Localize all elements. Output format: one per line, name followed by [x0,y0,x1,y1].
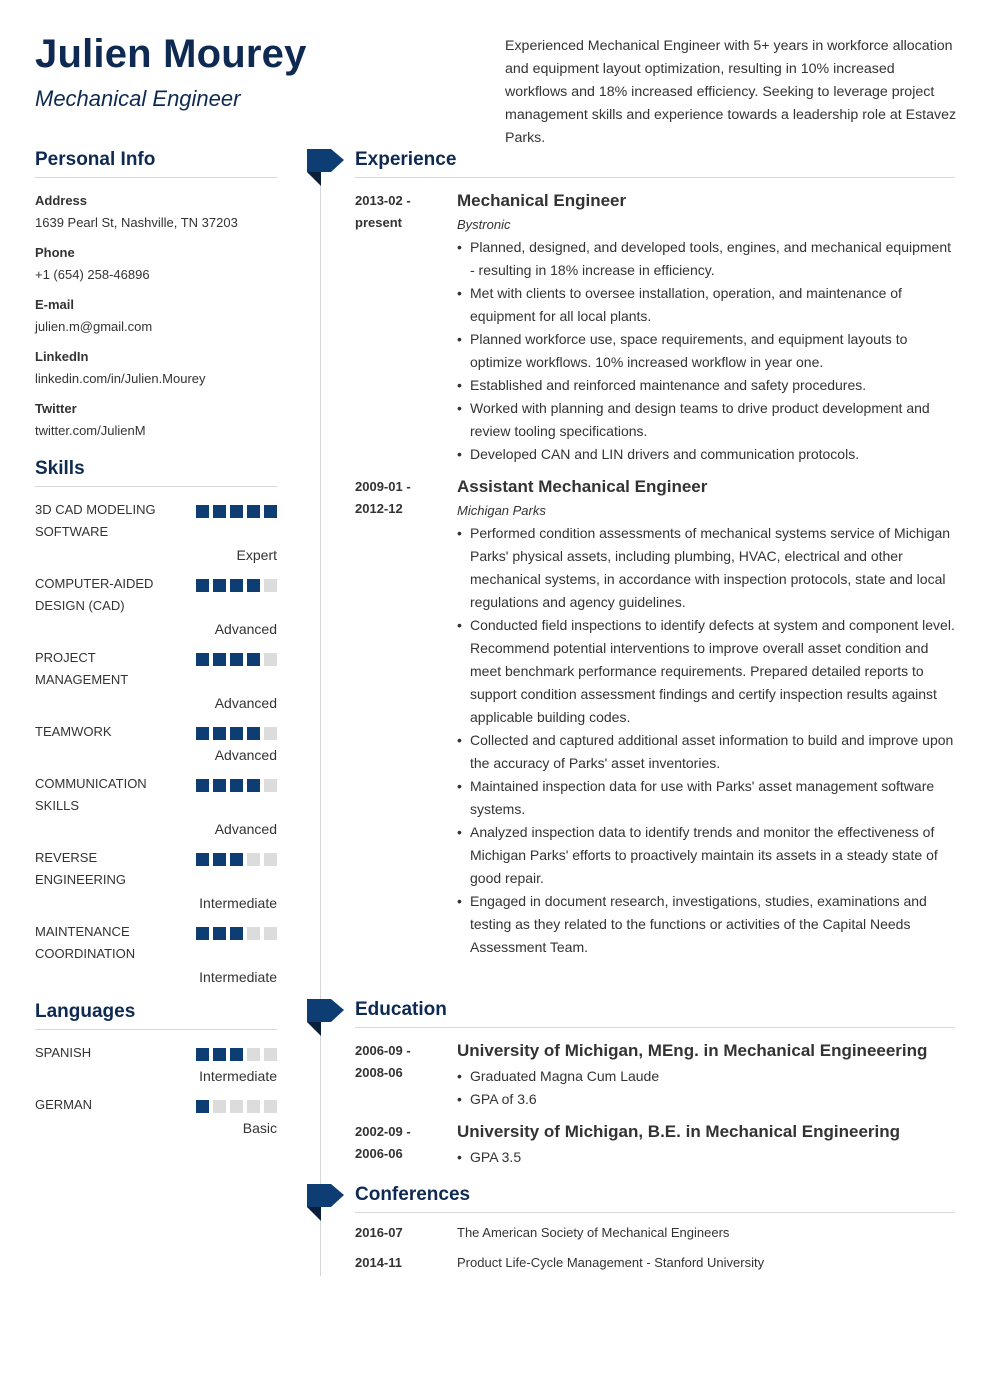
proficiency-level: Advanced [214,621,277,637]
proficiency-level: Intermediate [199,969,277,985]
company-name: Michigan Parks [457,503,546,518]
languages-list [35,1042,277,1140]
info-label: E-mail [35,297,75,312]
entry-date [355,1040,457,1111]
skill-name: 3D CAD MODELING SOFTWARE [35,502,156,539]
rating-empty-icon [264,653,277,666]
date-end: present [355,215,402,230]
entry-body [457,190,955,466]
entry-body [457,1121,955,1169]
rating-empty-icon [264,727,277,740]
education-details [457,1146,955,1169]
education-entry [355,1121,955,1169]
rating-empty-icon [247,853,260,866]
info-label: Twitter [35,401,77,416]
rating-filled-icon [213,779,226,792]
profile-summary: Experienced Mechanical Engineer with 5+ years in workforce allocation and equipment layout optimization, resulting in 10% increased workflows and 18% increased efficiency. Seeking to leverage project management skills and experience towards a leadership role at Estavez Parks. [505,38,957,146]
proficiency-level: Advanced [214,695,277,711]
entry-body [457,476,955,959]
personal-info-heading: Personal Info [35,149,277,178]
entry-body [457,1040,955,1111]
rating-empty-icon [264,853,277,866]
info-value[interactable]: julien.m@gmail.com [35,319,153,334]
bullet-item: • Planned, designed, and developed tools, engines, and mechanical equipment - resulting in 18% increase in efficiency. [457,236,955,282]
rating-empty-icon [213,1100,226,1113]
info-value[interactable]: linkedin.com/in/Julien.Mourey [35,371,206,386]
rating-dots [196,921,277,965]
rating-filled-icon [264,505,277,518]
conferences-heading: Conferences [355,1184,955,1213]
skills-list [35,499,277,989]
date-end: 2008-06 [355,1065,403,1080]
bullet-item: • GPA 3.5 [457,1146,955,1169]
section-flag-icon [307,999,344,1037]
rating-filled-icon [196,727,209,740]
skill-item [35,847,277,915]
info-twitter [35,398,277,442]
rating-filled-icon [230,1048,243,1061]
degree-title: University of Michigan, B.E. in Mechanical Engineering [457,1122,901,1141]
bullet-item: • GPA of 3.6 [457,1088,955,1111]
rating-filled-icon [196,779,209,792]
rating-row [35,1042,277,1064]
rating-dots [196,647,277,691]
section-flag-icon [307,1184,344,1222]
skill-name: PROJECT MANAGEMENT [35,650,129,687]
info-value[interactable]: twitter.com/JulienM [35,423,146,438]
date-start: 2002-09 - [355,1124,411,1139]
info-label: Address [35,193,88,208]
skill-name: COMMUNICATION SKILLS [35,776,147,813]
rating-empty-icon [247,927,260,940]
rating-row [35,847,277,891]
info-address [35,190,277,234]
skill-item [35,721,277,767]
date-start: 2013-02 - [355,193,411,208]
info-email [35,294,277,338]
candidate-name: Julien Mourey [35,32,307,76]
conference-name: The American Society of Mechanical Engineers [457,1225,730,1240]
rating-filled-icon [247,653,260,666]
rating-empty-icon [230,1100,243,1113]
rating-dots [196,1094,277,1116]
rating-filled-icon [196,1100,209,1113]
skill-item [35,773,277,841]
experience-section [355,149,955,959]
experience-heading: Experience [355,149,955,178]
rating-filled-icon [230,779,243,792]
language-name: GERMAN [35,1097,93,1112]
rating-filled-icon [213,1048,226,1061]
responsibilities-list [457,522,955,959]
rating-filled-icon [196,653,209,666]
conference-date: 2016-07 [355,1225,403,1240]
rating-filled-icon [196,579,209,592]
rating-filled-icon [247,727,260,740]
info-phone [35,242,277,286]
education-heading: Education [355,999,955,1028]
responsibilities-list [457,236,955,466]
section-flag-icon [307,149,344,187]
bullet-item: • Planned workforce use, space requirements, and equipment layouts to optimize workflows. 10% increased workflow in year one. [457,328,955,374]
skill-name: COMPUTER-AIDED DESIGN (CAD) [35,576,154,613]
left-column [35,149,277,1146]
bullet-item: • Graduated Magna Cum Laude [457,1065,955,1088]
skill-name: MAINTENANCE COORDINATION [35,924,136,961]
rating-row [35,721,277,743]
rating-dots [196,499,277,543]
rating-filled-icon [213,653,226,666]
bullet-item: • Met with clients to oversee installation, operation, and maintenance of equipment for all local plants. [457,282,955,328]
rating-row [35,1094,277,1116]
company-name: Bystronic [457,217,511,232]
rating-filled-icon [230,579,243,592]
rating-row [35,773,277,817]
conference-date: 2014-11 [355,1255,402,1270]
skill-item [35,647,277,715]
info-value: +1 (654) 258-46896 [35,267,150,282]
bullet-item: • Collected and captured additional asset information to build and improve upon the accuracy of Parks' asset inventories. [457,729,955,775]
rating-filled-icon [213,927,226,940]
bullet-item: • Conducted field inspections to identify defects at system and component level. Recommend potential interventions to improve overall asset condition and meet benchmark performance requirements. Prepared detailed reports to support condition assessment findings and certify inspection results against applicable building codes. [457,614,955,729]
rating-dots [196,573,277,617]
rating-row [35,573,277,617]
bullet-item: • Performed condition assessments of mechanical systems service of Michigan Parks' physical assets, including plumbing, HVAC, electrical and other mechanical systems, in accordance with inspection protocols, state and local regulations and agency guidelines. [457,522,955,614]
languages-section [35,1001,277,1140]
bullet-item: • Worked with planning and design teams to drive product development and review tooling specifications. [457,397,955,443]
rating-empty-icon [247,1100,260,1113]
rating-filled-icon [213,727,226,740]
skill-item [35,499,277,567]
rating-filled-icon [230,653,243,666]
rating-empty-icon [264,927,277,940]
conference-name: Product Life-Cycle Management - Stanford University [457,1255,765,1270]
date-start: 2009-01 - [355,479,411,494]
rating-empty-icon [264,1048,277,1061]
bullet-item: • Established and reinforced maintenance and safety procedures. [457,374,955,397]
education-details [457,1065,955,1111]
proficiency-level: Advanced [214,821,277,837]
entry-date [355,190,457,466]
rating-empty-icon [264,1100,277,1113]
bullet-item: • Maintained inspection data for use with Parks' asset management software systems. [457,775,955,821]
language-name: SPANISH [35,1045,92,1060]
rating-empty-icon [264,779,277,792]
language-item [35,1042,277,1088]
rating-row [35,921,277,965]
skill-item [35,573,277,641]
rating-dots [196,721,277,743]
proficiency-level: Intermediate [199,1068,277,1084]
timeline-line [320,172,321,1276]
rating-filled-icon [230,727,243,740]
entry-date [355,476,457,959]
experience-entry [355,476,955,959]
info-label: LinkedIn [35,349,89,364]
job-title: Assistant Mechanical Engineer [457,477,708,496]
date-end: 2012-12 [355,501,403,516]
rating-filled-icon [230,927,243,940]
languages-heading: Languages [35,1001,277,1030]
rating-filled-icon [230,505,243,518]
rating-dots [196,847,277,891]
rating-filled-icon [213,505,226,518]
skill-name: REVERSE ENGINEERING [35,850,127,887]
rating-filled-icon [196,1048,209,1061]
rating-filled-icon [196,927,209,940]
proficiency-level: Advanced [214,747,277,763]
bullet-item: • Developed CAN and LIN drivers and communication protocols. [457,443,955,466]
language-item [35,1094,277,1140]
rating-filled-icon [213,579,226,592]
entry-date [355,1121,457,1169]
date-start: 2006-09 - [355,1043,411,1058]
job-title: Mechanical Engineer [457,191,627,210]
rating-row [35,499,277,543]
info-value: 1639 Pearl St, Nashville, TN 37203 [35,215,238,230]
rating-filled-icon [247,779,260,792]
rating-filled-icon [247,505,260,518]
rating-filled-icon [196,505,209,518]
rating-empty-icon [264,579,277,592]
rating-empty-icon [247,1048,260,1061]
conference-entry [355,1223,955,1243]
education-entry [355,1040,955,1111]
rating-dots [196,773,277,817]
experience-entry [355,190,955,466]
conference-entry [355,1253,955,1273]
education-section [355,999,955,1169]
date-end: 2006-06 [355,1146,403,1161]
skills-heading: Skills [35,458,277,487]
rating-filled-icon [196,853,209,866]
proficiency-level: Expert [236,547,277,563]
rating-filled-icon [213,853,226,866]
conferences-section [355,1184,955,1273]
info-label: Phone [35,245,75,260]
rating-filled-icon [230,853,243,866]
candidate-title: Mechanical Engineer [35,86,241,111]
rating-dots [196,1042,277,1064]
degree-title: University of Michigan, MEng. in Mechanical Engineeering [457,1041,928,1060]
proficiency-level: Basic [242,1120,277,1136]
personal-info-section [35,149,277,442]
info-linkedin [35,346,277,390]
proficiency-level: Intermediate [199,895,277,911]
skill-name: TEAMWORK [35,724,112,739]
rating-row [35,647,277,691]
skills-section [35,458,277,989]
skill-item [35,921,277,989]
bullet-item: • Engaged in document research, investigations, studies, examinations and testing as they related to the functions or activities of the Capital Needs Assessment Team. [457,890,955,959]
bullet-item: • Analyzed inspection data to identify trends and monitor the effectiveness of Michigan Parks' efforts to proactively maintain its assets in a steady state of good repair. [457,821,955,890]
rating-filled-icon [247,579,260,592]
